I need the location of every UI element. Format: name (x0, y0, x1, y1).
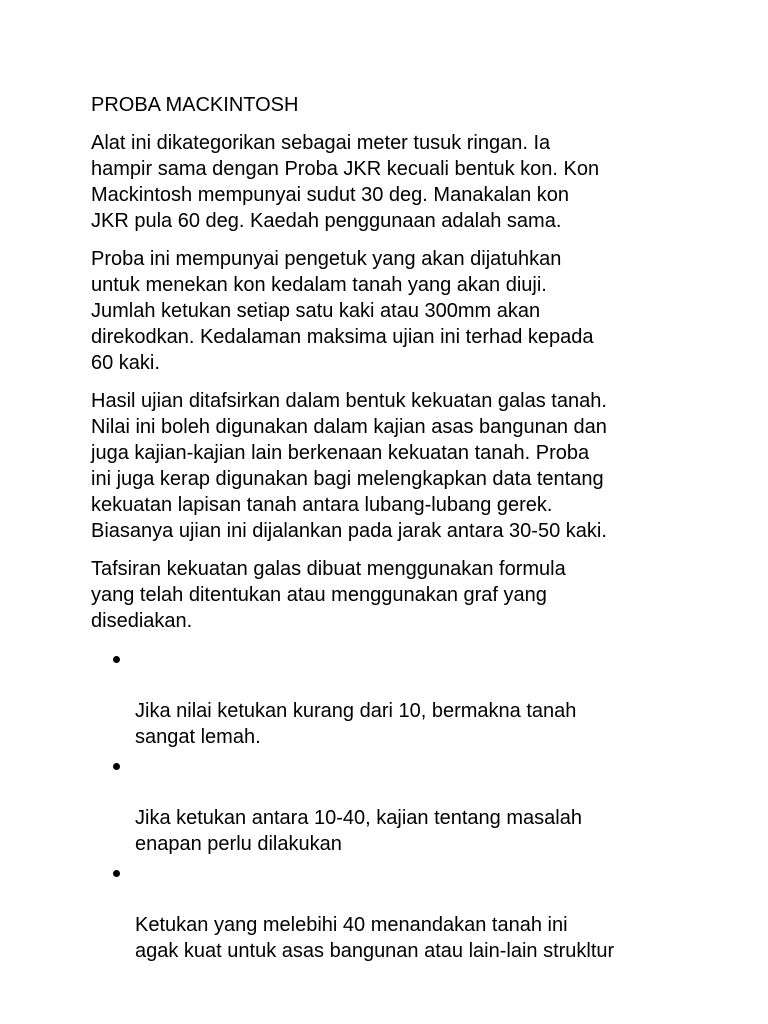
document-page (91, 92, 731, 967)
paragraph-interpretation: Tafsiran kekuatan galas dibuat menggunakan formula yang telah ditentukan atau menggunakan graf yang disediakan. (91, 558, 566, 632)
list-item (91, 753, 731, 857)
bullet-list (91, 646, 731, 964)
paragraph-intro: Alat ini dikategorikan sebagai meter tusuk ringan. Ia hampir sama dengan Proba JKR kecuali bentuk kon. Kon Mackintosh mempunyai sudut 30 deg. Manakalan kon JKR pula 60 deg. Kaedah penggunaan adalah sama. (91, 132, 600, 232)
bullet-icon (113, 870, 120, 877)
paragraph-procedure: Proba ini mempunyai pengetuk yang akan dijatuhkan untuk menekan kon kedalam tanah yang akan diuji. Jumlah ketukan setiap satu kaki atau 300mm akan direkodkan. Kedalaman maksima ujian ini terhad kepada 60 kaki. (91, 248, 594, 374)
list-item-text: Jika nilai ketukan kurang dari 10, bermakna tanah sangat lemah. (135, 700, 577, 748)
paragraph-results: Hasil ujian ditafsirkan dalam bentuk kekuatan galas tanah. Nilai ini boleh digunakan dalam kajian asas bangunan dan juga kajian-kajian lain berkenaan kekuatan tanah. Proba ini juga kerap digunakan bagi melengkapkan data tentang kekuatan lapisan tanah antara lubang-lubang gerek. Biasanya ujian ini dijalankan pada jarak antara 30-50 kaki. (91, 390, 607, 542)
list-item (91, 646, 731, 750)
list-item (91, 860, 731, 964)
document-title: PROBA MACKINTOSH (91, 94, 299, 116)
list-item-text: Ketukan yang melebihi 40 menandakan tanah ini agak kuat untuk asas bangunan atau lain-lain strukltur (135, 914, 615, 962)
bullet-icon (113, 656, 120, 663)
list-item-text: Jika ketukan antara 10-40, kajian tentang masalah enapan perlu dilakukan (135, 807, 582, 855)
bullet-icon (113, 763, 120, 770)
